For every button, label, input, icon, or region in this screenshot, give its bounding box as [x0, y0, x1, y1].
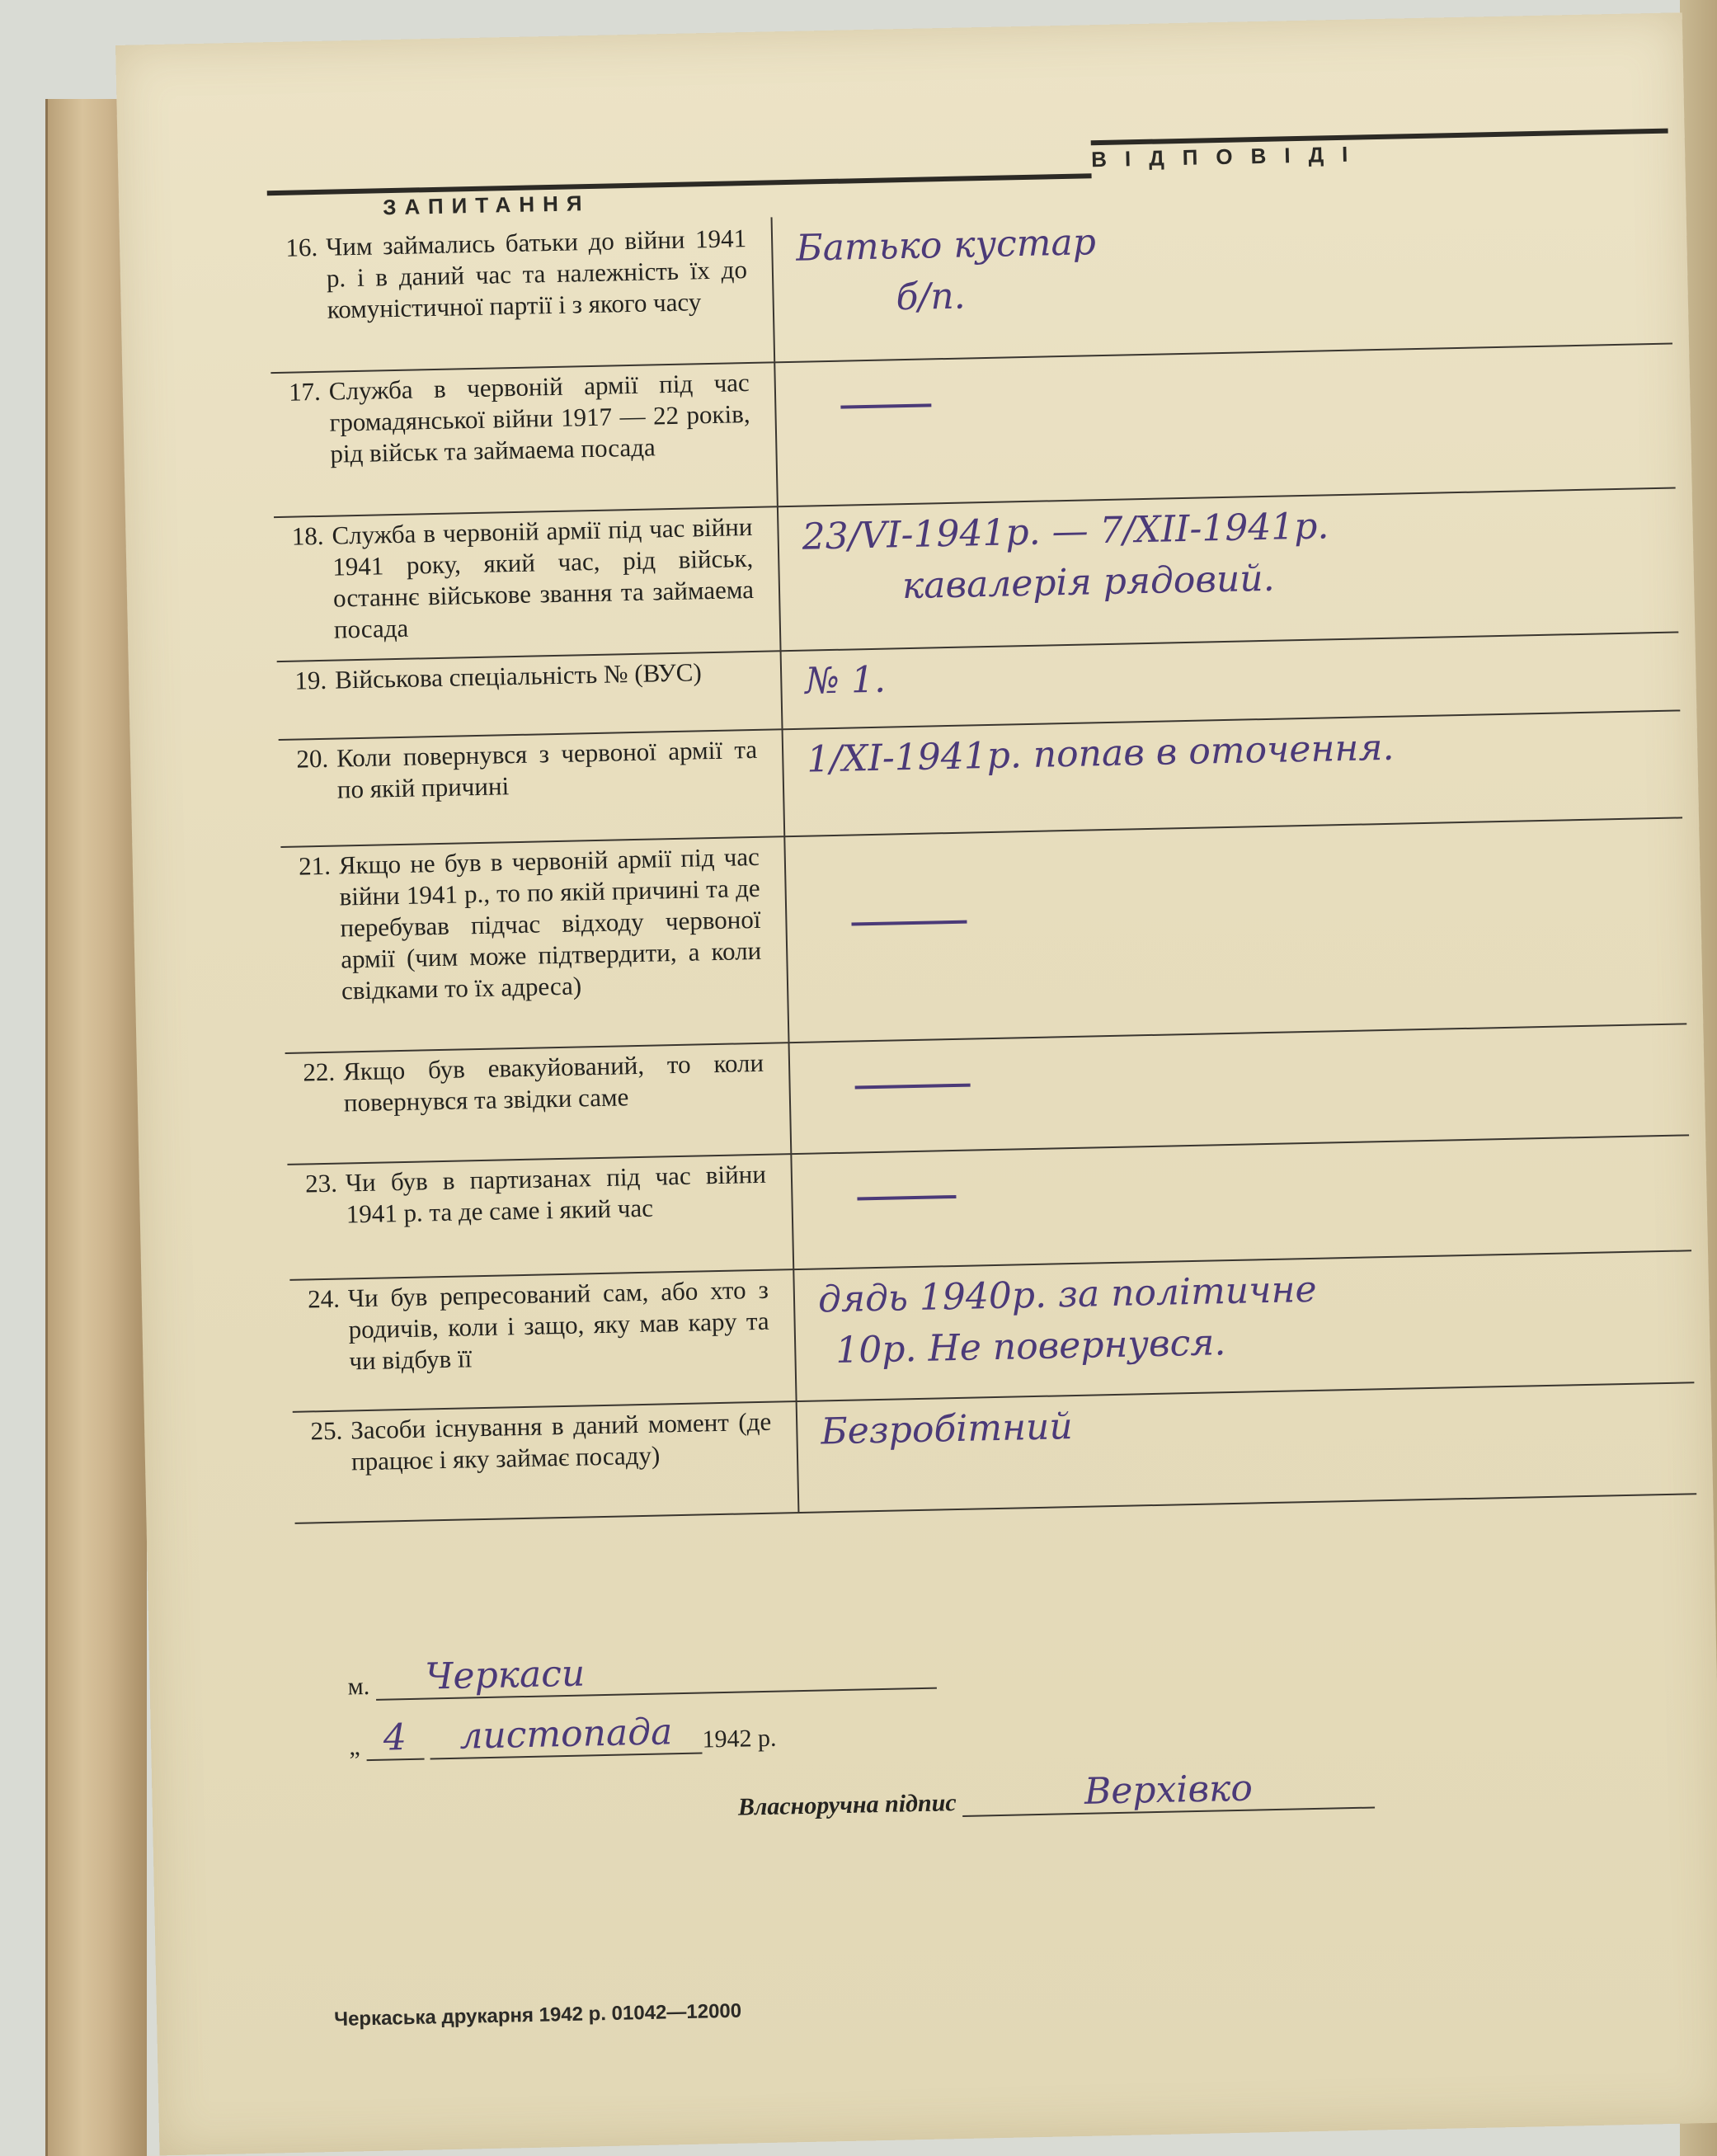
question-cell [279, 733, 774, 807]
question-text: Засоби існування в даний момент (де працює і яку займає посаду) [350, 1406, 772, 1476]
question-text: Чи був репресований сам, або хто з родичів, коли і защо, яку мав кару та чи відбув її [347, 1274, 769, 1376]
question-number: 21. [298, 850, 332, 881]
column-divider [777, 506, 782, 650]
column-divider [783, 836, 789, 1042]
signature-value: Верхівко [962, 1764, 1375, 1816]
city-prefix: м. [347, 1672, 370, 1701]
answer-cell [813, 1030, 1672, 1099]
question-number: 22. [303, 1057, 336, 1087]
answer-text: 23/VI-1941р. — 7/XII-1941р. [802, 505, 1329, 558]
blank-dash [857, 1194, 956, 1200]
city-value: Черкаси [375, 1645, 937, 1701]
question-text: Чи був в партизанах під час війни 1941 р. та де саме і який час [345, 1159, 767, 1229]
answer-text-line2: кавалерія рядовий. [901, 557, 1276, 608]
question-number: 23. [304, 1168, 338, 1198]
column-divider [771, 217, 776, 361]
form-page [115, 12, 1717, 2155]
column-divider [782, 728, 786, 836]
answer-cell [796, 205, 1655, 326]
signature-block [314, 1631, 1637, 1830]
city-line [347, 1631, 1635, 1702]
date-day: 4 [365, 1716, 424, 1761]
date-year: 1942 р. [702, 1724, 777, 1754]
date-month: листопада [430, 1711, 703, 1760]
column-divider [790, 1153, 794, 1269]
column-divider [788, 1042, 792, 1153]
question-number: 17. [288, 376, 322, 407]
question-text: Коли повернувся з червоної армії та по якій причині [336, 734, 758, 804]
answer-text: дядь 1940р. за політичне [817, 1268, 1318, 1321]
date-line [349, 1691, 1636, 1762]
answer-cell [815, 1142, 1673, 1211]
date-quote: „ [348, 1733, 360, 1761]
blank-dash [855, 1083, 971, 1089]
signature-label: Власноручна підпис [737, 1789, 957, 1821]
answers-heading: ВІДПОВІДІ [1090, 141, 1367, 172]
answer-cell [817, 1257, 1677, 1377]
question-text: Служба в червоній армії під час війни 1941 року, який час, рід військ, останнє військове звання та займаема посада [332, 511, 755, 644]
question-text: Якщо не був в червоній армії під час війни 1941 р., то по якій причині та де перебував підчас відходу червоної армії (чим може підтвердити, а коли свідками то їх адреса) [338, 841, 762, 1005]
answer-cell [821, 1389, 1679, 1458]
question-text: Чим займались батьки до війни 1941 р. і в даний час та належність їх до комуністичної партії і з якого часу [325, 224, 748, 324]
column-divider [780, 650, 783, 728]
question-cell [289, 1273, 786, 1378]
answer-cell [802, 494, 1661, 614]
question-cell [285, 1047, 781, 1120]
question-cell [274, 511, 771, 647]
question-text: Якщо був евакуйований, то коли повернувся та звідки саме [342, 1047, 764, 1118]
question-number: 24. [307, 1283, 341, 1314]
column-divider [793, 1269, 797, 1400]
header-rule-right [1091, 129, 1668, 146]
printer-imprint: Черкаська друкарня 1942 р. 01042—12000 [333, 1999, 742, 2031]
questions-heading: ЗАПИТАННЯ [382, 190, 590, 220]
question-number: 19. [294, 665, 327, 695]
answer-cell [807, 717, 1665, 786]
question-number: 16. [285, 232, 318, 262]
answer-cell [809, 867, 1668, 936]
question-cell [268, 223, 764, 327]
column-divider [774, 361, 779, 506]
question-number: 25. [310, 1415, 343, 1446]
answer-text: Батько кустар [795, 221, 1097, 270]
question-number: 18. [291, 520, 324, 551]
answer-text: Безробітний [820, 1405, 1074, 1453]
column-divider [796, 1400, 800, 1512]
question-number: 20. [296, 743, 329, 774]
question-text: Військова спеціальність № (ВУС) [334, 657, 703, 694]
blank-dash [851, 920, 967, 925]
question-cell [277, 655, 773, 697]
question-text: Служба в червоній армії під час громадянської війни 1917 — 22 років, рід військ та займаема посада [328, 367, 750, 468]
answer-cell [805, 638, 1663, 708]
table-row [280, 817, 1686, 1054]
signature-line [737, 1759, 1637, 1822]
blank-dash [840, 403, 931, 408]
answer-text-line2: 10р. Не повернувся. [835, 1321, 1226, 1372]
answer-text: № 1. [804, 658, 887, 703]
question-cell [293, 1405, 788, 1479]
answer-text-line2: б/п. [896, 275, 967, 319]
answer-cell [798, 350, 1657, 419]
question-cell [270, 367, 767, 472]
question-cell [281, 840, 779, 1008]
question-cell [288, 1158, 783, 1231]
header-rule-left [267, 173, 1092, 195]
answer-text: 1/XI-1941р. попав в оточення. [806, 726, 1395, 781]
